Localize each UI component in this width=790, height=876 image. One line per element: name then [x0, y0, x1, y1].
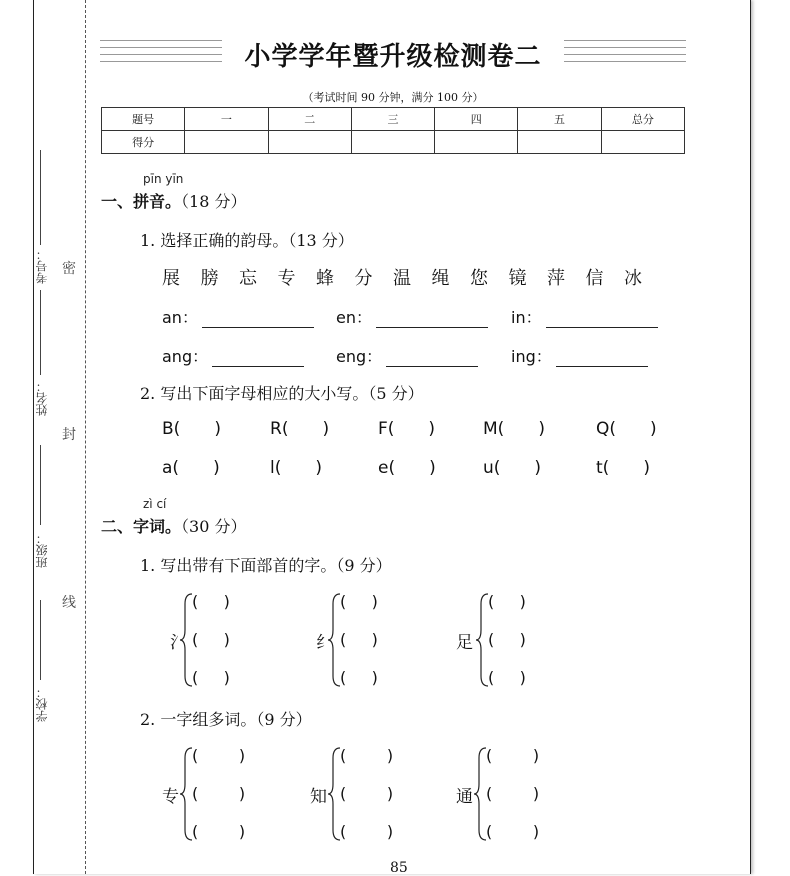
table-cell: 三 [351, 108, 434, 131]
blank-en[interactable] [336, 305, 488, 328]
char-item: 您 [470, 268, 488, 289]
letter-B[interactable]: B( ) [162, 419, 221, 439]
answer-paren[interactable]: ( ) [488, 630, 526, 649]
table-cell: 题号 [102, 108, 185, 131]
char-item: 信 [585, 268, 604, 289]
blank-label: ing： [511, 347, 552, 366]
s2-q1-text: 1. 写出带有下面部首的字。（9 分） [140, 556, 392, 575]
char-list [162, 264, 663, 290]
section1-heading [101, 189, 246, 212]
kaohao-label: 考号： [35, 248, 49, 284]
char-item: 温 [393, 268, 411, 289]
answer-paren[interactable]: ( ) [340, 630, 378, 649]
letter-u[interactable]: u( ) [483, 458, 542, 478]
radical-group-silk [316, 590, 426, 690]
section2-points: （30 分） [181, 517, 247, 536]
answer-paren[interactable]: ( ) [192, 746, 246, 765]
radical-group-foot [456, 590, 566, 690]
section2-pinyin: zì cí [143, 497, 167, 511]
char-item: 专 [277, 268, 296, 289]
blank-label: ang： [162, 347, 209, 366]
char-item: 分 [354, 268, 373, 289]
s1-q2-text: 2. 写出下面字母相应的大小写。（5 分） [140, 384, 424, 403]
letter-t[interactable]: t( ) [596, 458, 650, 478]
table-cell: 得分 [102, 131, 185, 154]
letter-l[interactable]: l( ) [270, 458, 323, 478]
letter-F[interactable]: F( ) [378, 419, 436, 439]
letter-M[interactable]: M( ) [483, 419, 545, 439]
letter-Q[interactable]: Q( ) [596, 419, 657, 439]
seal-char-feng: 封 [62, 427, 76, 443]
radical: 氵 [170, 633, 187, 653]
char-item: 冰 [624, 268, 642, 289]
answer-paren[interactable]: ( ) [340, 784, 394, 803]
blank-label: eng： [336, 347, 383, 366]
name-label: 姓名： [35, 380, 49, 416]
blank-label: en： [336, 308, 372, 327]
char-item: 展 [162, 268, 180, 289]
table-row [102, 108, 685, 131]
table-cell: 二 [268, 108, 351, 131]
school-line [40, 600, 41, 680]
class-label: 班级： [35, 532, 49, 568]
score-table [101, 107, 685, 154]
word-group-zhuan [162, 744, 292, 844]
blank-in[interactable] [511, 305, 658, 328]
answer-paren[interactable]: ( ) [486, 784, 540, 803]
title-decor-left [100, 40, 222, 70]
section1-pinyin: pīn yīn [143, 172, 184, 186]
score-input-cell[interactable] [268, 131, 351, 154]
answer-paren[interactable]: ( ) [192, 668, 230, 687]
score-input-cell[interactable] [185, 131, 268, 154]
score-input-cell[interactable] [518, 131, 601, 154]
blank-eng[interactable] [336, 344, 478, 367]
class-line [40, 445, 41, 525]
radical-group-water [170, 590, 280, 690]
char-item: 膀 [200, 268, 219, 289]
kaohao-line [40, 150, 41, 245]
char-item: 绳 [431, 268, 450, 289]
table-cell: 五 [518, 108, 601, 131]
section2-title: 二、字词。 [101, 517, 182, 536]
radical: 足 [456, 633, 473, 653]
char-item: 忘 [239, 268, 257, 289]
answer-paren[interactable]: ( ) [192, 630, 230, 649]
table-cell: 总分 [601, 108, 684, 131]
school-label: 学校： [35, 686, 49, 722]
page-title: 小学学年暨升级检测卷二 [244, 42, 542, 72]
blank-an[interactable] [162, 305, 314, 328]
letter-e[interactable]: e( ) [378, 458, 436, 478]
answer-paren[interactable]: ( ) [486, 746, 540, 765]
stem-char: 知 [310, 787, 327, 807]
score-input-cell[interactable] [435, 131, 518, 154]
s1-q1-text: 1. 选择正确的韵母。（13 分） [140, 231, 354, 250]
letter-R[interactable]: R( ) [270, 419, 330, 439]
char-item: 萍 [547, 268, 565, 289]
exam-info: （考试时间 90 分钟，满分 100 分） [302, 91, 484, 104]
answer-paren[interactable]: ( ) [192, 592, 230, 611]
name-line [40, 290, 41, 375]
section1-points: （18 分） [181, 192, 247, 211]
blank-ing[interactable] [511, 344, 648, 367]
seal-char-xian: 线 [62, 595, 76, 611]
answer-paren[interactable]: ( ) [486, 822, 540, 841]
word-group-zhi [310, 744, 440, 844]
word-group-tong [456, 744, 586, 844]
stem-char: 专 [162, 787, 179, 807]
binding-dashed-line [85, 0, 86, 874]
blank-ang[interactable] [162, 344, 304, 367]
page-number: 85 [390, 860, 408, 876]
answer-paren[interactable]: ( ) [488, 668, 526, 687]
char-item: 镜 [508, 268, 527, 289]
title-decor-right [564, 40, 686, 70]
stem-char: 通 [456, 787, 473, 807]
answer-paren[interactable]: ( ) [340, 822, 394, 841]
answer-paren[interactable]: ( ) [340, 668, 378, 687]
title-area [100, 36, 686, 80]
table-cell: 四 [435, 108, 518, 131]
section2-heading [101, 514, 246, 537]
answer-paren[interactable]: ( ) [192, 784, 246, 803]
blank-label: in： [511, 308, 542, 327]
answer-paren[interactable]: ( ) [340, 746, 394, 765]
answer-paren[interactable]: ( ) [340, 592, 378, 611]
table-cell: 一 [185, 108, 268, 131]
radical: 纟 [316, 633, 333, 653]
seal-char-mi: 密 [62, 261, 76, 277]
score-input-cell[interactable] [351, 131, 434, 154]
s2-q2-text: 2. 一字组多词。（9 分） [140, 710, 312, 729]
table-row [102, 131, 685, 154]
char-item: 蜂 [316, 268, 334, 289]
answer-paren[interactable]: ( ) [488, 592, 526, 611]
blank-label: an： [162, 308, 198, 327]
section1-title: 一、拼音。 [101, 192, 182, 211]
answer-paren[interactable]: ( ) [192, 822, 246, 841]
score-input-cell[interactable] [601, 131, 684, 154]
letter-a[interactable]: a( ) [162, 458, 220, 478]
